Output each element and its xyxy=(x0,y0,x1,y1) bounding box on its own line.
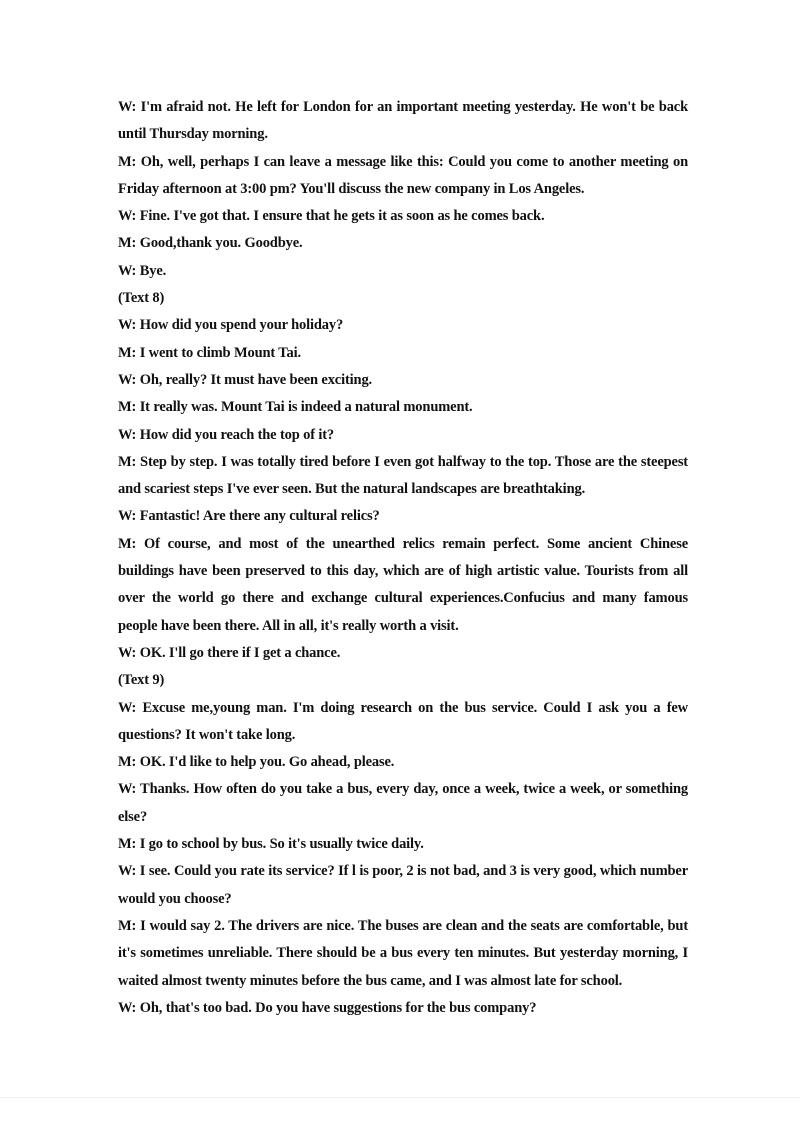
dialogue-line: W: How did you spend your holiday? xyxy=(118,317,344,334)
dialogue-line: W: Fine. I've got that. I ensure that he gets it as soon as he comes back. xyxy=(118,208,545,225)
dialogue-line: M: I went to climb Mount Tai. xyxy=(118,344,301,361)
dialogue-line: W: I'm afraid not. He left for London for an important meeting yesterday. He won't be back until Thursday morning. xyxy=(118,99,688,143)
dialogue-line: W: Fantastic! Are there any cultural relics? xyxy=(118,508,380,525)
dialogue-line: M: Oh, well, perhaps I can leave a message like this: Could you come to another meeting on Friday afternoon at 3:00 pm? You'll discuss the new company in Los Angeles. xyxy=(118,153,688,197)
dialogue-line: M: Of course, and most of the unearthed relics remain perfect. Some ancient Chinese buildings have been preserved to this day, which are of high artistic value. Tourists from all over the world go there and exchange cultural experiences.Confucius and many famous people have been there. All in all, it's really worth a visit. xyxy=(118,535,688,634)
dialogue-line: W: Bye. xyxy=(118,262,167,279)
dialogue-line: W: Excuse me,young man. I'm doing research on the bus service. Could I ask you a few questions? It won't take long. xyxy=(118,699,688,743)
dialogue-line: W: How did you reach the top of it? xyxy=(118,426,335,443)
dialogue-line: M: OK. I'd like to help you. Go ahead, please. xyxy=(118,754,395,771)
section-heading-text-9: (Text 9) xyxy=(118,672,165,689)
dialogue-line: W: I see. Could you rate its service? If l is poor, 2 is not bad, and 3 is very good, which number would you choose? xyxy=(118,863,688,907)
section-heading-text-8: (Text 8) xyxy=(118,290,165,307)
dialogue-line: W: Oh, that's too bad. Do you have suggestions for the bus company? xyxy=(118,999,537,1016)
page-bottom-edge xyxy=(0,1097,800,1098)
dialogue-line: W: Oh, really? It must have been exciting. xyxy=(118,371,373,388)
dialogue-line: M: It really was. Mount Tai is indeed a natural monument. xyxy=(118,399,473,416)
transcript-body xyxy=(118,94,688,1022)
dialogue-line: W: OK. I'll go there if I get a chance. xyxy=(118,644,341,661)
dialogue-line: M: Step by step. I was totally tired before I even got halfway to the top. Those are the steepest and scariest steps I've ever seen. But the natural landscapes are breathtaking. xyxy=(118,453,688,498)
dialogue-line: M: I go to school by bus. So it's usually twice daily. xyxy=(118,836,424,853)
dialogue-line: W: Thanks. How often do you take a bus, every day, once a week, twice a week, or something else? xyxy=(118,781,688,825)
dialogue-line: M: I would say 2. The drivers are nice. The buses are clean and the seats are comfortable, but it's sometimes unreliable. There should be a bus every ten minutes. But yesterday morning, I waited almost twenty minutes before the bus came, and I was almost late for school. xyxy=(118,917,688,989)
dialogue-line: M: Good,thank you. Goodbye. xyxy=(118,235,303,252)
